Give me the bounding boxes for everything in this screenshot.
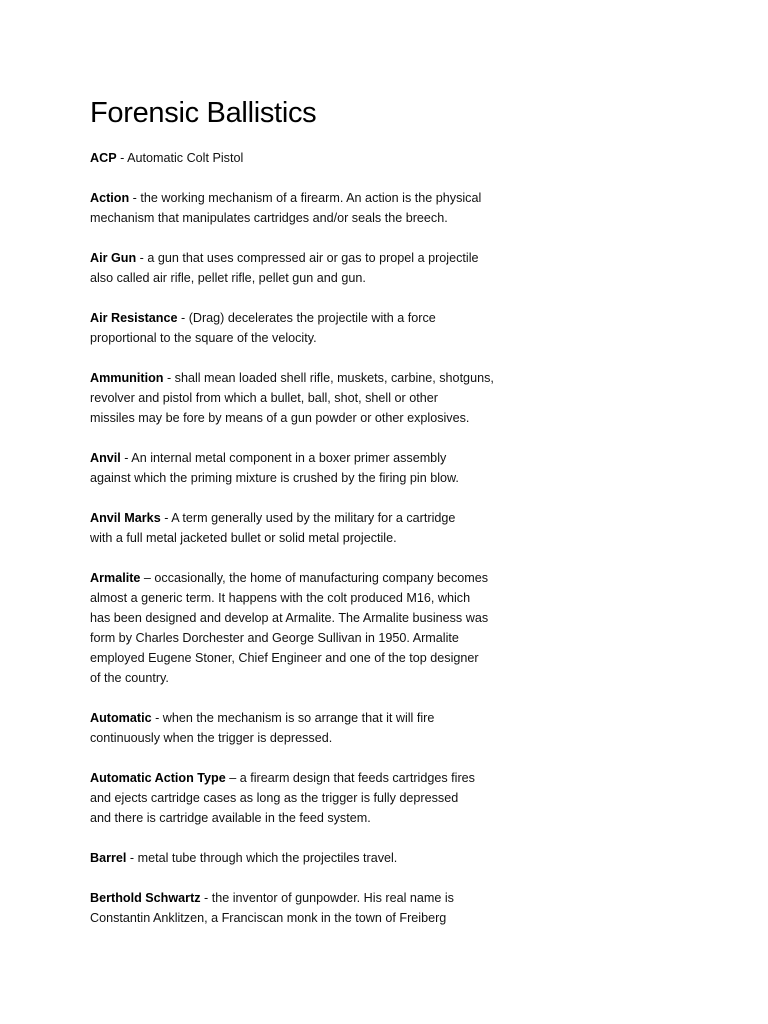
entry-definition: - An internal metal component in a boxer primer assembly	[120, 451, 447, 465]
entry-definition: - a gun that uses compressed air or gas to propel a projectile	[136, 251, 479, 265]
entry-line: almost a generic term. It happens with the colt produced M16, which	[90, 591, 471, 605]
entry-line	[90, 368, 510, 388]
entry-term: ACP	[90, 151, 117, 165]
entry-definition: - Automatic Colt Pistol	[116, 151, 244, 165]
entry-line: of the country.	[90, 671, 169, 685]
entry-term: Action	[90, 191, 130, 205]
entry-line	[90, 308, 510, 328]
glossary-entry-berthold-schwartz	[90, 888, 510, 928]
entry-definition: - when the mechanism is so arrange that it will fire	[151, 711, 435, 725]
glossary-entry-air-gun	[90, 248, 510, 288]
entry-line	[90, 768, 510, 788]
glossary-list	[90, 148, 510, 948]
entry-line: against which the priming mixture is crushed by the firing pin blow.	[90, 471, 459, 485]
entry-term: Air Resistance	[90, 311, 178, 325]
glossary-entry-anvil	[90, 448, 510, 488]
entry-definition: - (Drag) decelerates the projectile with a force	[177, 311, 436, 325]
entry-line	[90, 848, 510, 868]
glossary-entry-armalite	[90, 568, 510, 688]
entry-term: Ammunition	[90, 371, 164, 385]
entry-line	[90, 448, 510, 468]
entry-definition: – a firearm design that feeds cartridges fires	[225, 771, 475, 785]
glossary-entry-automatic	[90, 708, 510, 748]
entry-line: revolver and pistol from which a bullet, ball, shot, shell or other	[90, 391, 438, 405]
entry-term: Anvil	[90, 451, 121, 465]
entry-definition: - shall mean loaded shell rifle, muskets, carbine, shotguns,	[163, 371, 494, 385]
entry-term: Automatic	[90, 711, 152, 725]
entry-line	[90, 188, 510, 208]
entry-line: has been designed and develop at Armalite. The Armalite business was	[90, 611, 489, 625]
entry-line: Constantin Anklitzen, a Franciscan monk in the town of Freiberg	[90, 911, 447, 925]
glossary-entry-action	[90, 188, 510, 228]
glossary-entry-ammunition	[90, 368, 510, 428]
glossary-entry-air-resistance	[90, 308, 510, 348]
entry-definition: - the working mechanism of a firearm. An action is the physical	[129, 191, 482, 205]
entry-definition: - A term generally used by the military for a cartridge	[160, 511, 456, 525]
glossary-entry-anvil-marks	[90, 508, 510, 548]
entry-term: Anvil Marks	[90, 511, 161, 525]
entry-line	[90, 148, 510, 168]
entry-line: also called air rifle, pellet rifle, pellet gun and gun.	[90, 271, 366, 285]
entry-term: Berthold Schwartz	[90, 891, 201, 905]
entry-line: proportional to the square of the velocity.	[90, 331, 317, 345]
entry-line	[90, 888, 510, 908]
entry-definition: - the inventor of gunpowder. His real name is	[200, 891, 454, 905]
entry-line	[90, 708, 510, 728]
entry-term: Barrel	[90, 851, 127, 865]
entry-term: Automatic Action Type	[90, 771, 226, 785]
entry-line: with a full metal jacketed bullet or solid metal projectile.	[90, 531, 397, 545]
glossary-entry-automatic-action-type	[90, 768, 510, 828]
entry-definition: – occasionally, the home of manufacturing company becomes	[140, 571, 489, 585]
entry-line: continuously when the trigger is depressed.	[90, 731, 333, 745]
entry-line: mechanism that manipulates cartridges and/or seals the breech.	[90, 211, 448, 225]
entry-line: and there is cartridge available in the feed system.	[90, 811, 371, 825]
entry-definition: - metal tube through which the projectiles travel.	[126, 851, 398, 865]
entry-line	[90, 568, 510, 588]
glossary-entry-barrel	[90, 848, 510, 868]
entry-line: and ejects cartridge cases as long as the trigger is fully depressed	[90, 791, 459, 805]
entry-term: Air Gun	[90, 251, 137, 265]
entry-line: missiles may be fore by means of a gun powder or other explosives.	[90, 411, 470, 425]
document-title: Forensic Ballistics	[90, 97, 317, 129]
entry-term: Armalite	[90, 571, 141, 585]
glossary-entry-acp	[90, 148, 510, 168]
entry-line	[90, 248, 510, 268]
entry-line: form by Charles Dorchester and George Sullivan in 1950. Armalite	[90, 631, 459, 645]
entry-line: employed Eugene Stoner, Chief Engineer and one of the top designer	[90, 651, 479, 665]
entry-line	[90, 508, 510, 528]
